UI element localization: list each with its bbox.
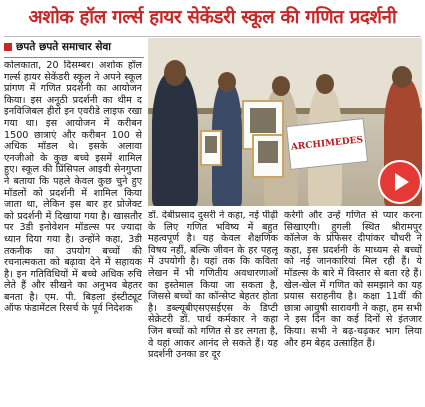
headline-rule [4,36,421,37]
article-column-2 [148,210,278,405]
column-3-text: करेगी और उन्हें गणित से प्यार करना सिखाएगी। हुगली स्थित श्रीरामपुर कॉलेज के प्रोफेसर दीपांकर चौधरी ने कहा, इस प्रदर्शनी के माध्यम से बच्चों को नई जानकारियां मिल रही हैं। ये मॉडल्स के बारे में विस्तार से बता रहे हैं। खेल-खेल में गणित को समझाने का यह प्रयास सराहनीय है। कक्षा 11वीं की छात्रा आयुषी सारावगी ने कहा, हम सभी ने इस दिन का कई दिनों से इंतजार किया। सभी ने बढ़-चढ़कर भाग लिया और हम बेहद उत्साहित हैं। [284,210,422,349]
person-head [218,72,236,92]
kicker-square-icon [4,43,12,51]
article-column-1 [4,60,142,405]
kicker [4,39,144,55]
column-1-text: कोलकाता, 20 दिसम्बर। अशोक हॉल गर्ल्स हायर सेकेंडरी स्कूल ने अपने स्कूल प्रांगण में गणित प्रदर्शनी का आयोजन किया। इस अनूठी प्रदर्शनी का थीम द इनविजिबल हीरो इन एवरीडे लाइफ रखा गया था। इस आयोजन में करीबन 1500 छात्राएं और करीबन 100 से अधिक मॉडल थे। इसके अलावा एनजीओ के कुछ बच्चे इसमें शामिल हुए। स्कूल की प्रिंसिपल आइवी सेनगुप्ता ने बताया कि पहले केवल कुछ चुने हुए मॉडलों को प्रदर्शनी में शामिल किया जाता था, लेकिन इस बार हर प्रोजेक्ट को प्रदर्शनी में दिखाया गया है। खासतौर पर 3डी इनोवेशन मॉडल्स पर ज्यादा ध्यान दिया गया है। उन्होंने कहा, 3डी तकनीक का उपयोग बच्चों की रचनात्मकता को बढ़ावा देने में सहायक है। इन गतिविधियों में बच्चे अधिक रुचि लेते हैं और सीखने का अनुभव बेहतर बनता है। एम. पी. बिड़ला इंस्टीट्यूट ऑफ फंडामेंटल रिसर्च के पूर्व निदेशक [4,60,142,315]
archimedes-poster-text: ARCHIMEDES [290,134,364,153]
person-head [316,74,334,94]
archimedes-poster [286,118,368,170]
portrait-poster [252,134,284,178]
play-button[interactable] [380,162,420,202]
person-head [272,76,290,96]
kicker-label: छपते छपते समाचार सेवा [16,41,112,53]
column-2-text: डॉ. देबीप्रसाद दुसरी ने कहा, नई पीढ़ी के लिए गणित भविष्य में बहुत महत्वपूर्ण है। यह केवल शैक्षणिक विषय नहीं, बल्कि जीवन के हर पहलू में उपयोगी है। यहां तक कि कविता लेखन में भी गणितीय अवधारणाओं का इस्तेमाल किया जा सकता है, जिससे बच्चों का कॉन्सेप्ट बेहतर होता है। डब्ल्यूबीएसएसईएस के डिप्टी सेक्रेटरी डॉ. पार्थ कर्मकार ने कहा जिन बच्चों को गणित से डर लगता है, वे यहां आकर आनंद ले सकते हैं। यह प्रदर्शनी उनका डर दूर [148,210,278,361]
article-column-3 [284,210,422,405]
kicker-rule [4,57,144,58]
headline: अशोक हॉल गर्ल्स हायर सेकेंडरी स्कूल की गणित प्रदर्शनी [28,7,397,28]
person-man-suit [152,72,198,206]
play-icon [395,173,409,191]
person-head [392,66,412,88]
person-head [164,60,186,86]
portrait-poster [200,130,222,166]
